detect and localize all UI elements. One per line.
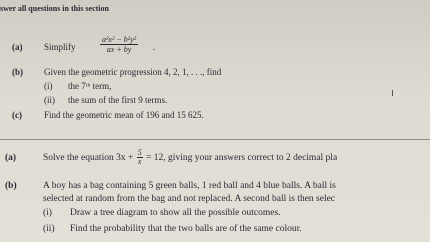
q1b-i-text: the 7ᵗʰ term, [68,81,112,91]
q2b-i-text: Draw a tree diagram to show all the possible outcomes. [70,208,281,218]
q2a-fraction [137,149,143,166]
q1a-fraction [100,35,138,54]
q2b-label: (b) [5,181,17,191]
q1a-label: (a) [12,42,23,52]
q1a-text: Simplify [44,42,76,52]
q2a-text-before: Solve the equation 3x + [43,153,134,163]
pen-mark [392,90,393,96]
q1b-ii-text: the sum of the first 9 terms. [68,95,168,105]
q1a-denominator: ax + by [106,45,132,54]
q2b-i-label: (i) [43,208,52,218]
q1c-text: Find the geometric mean of 196 and 15 625. [44,110,204,120]
q2a-text-after: = 12, giving your answers correct to 2 decimal pla [146,153,338,163]
q1b-ii-label: (ii) [44,95,55,105]
q1a-period: . [153,42,156,52]
q2b-line1: A boy has a bag containing 5 green balls, 1 red ball and 4 blue balls. A ball is [43,181,336,191]
q1c-label: (c) [12,110,22,120]
q2a-line [43,149,337,167]
q2a-frac-den: x [137,157,142,167]
q2b-ii-label: (ii) [43,224,55,234]
q1b-i-label: (i) [44,81,53,91]
section-divider [0,139,430,140]
section-instruction: swer all questions in this section [0,4,109,13]
q2b-ii-text: Find the probability that the two balls are of the same colour. [70,224,302,234]
q2b-line2: selected at random from the bag and not replaced. A second ball is then selec [43,194,336,204]
q2a-frac-num: 5 [137,148,142,158]
q1a-numerator: a²x² − b²y² [102,35,137,44]
q2a-label: (a) [5,153,17,163]
q1b-text: Given the geometric progression 4, 2, 1, . . ., find [44,67,222,77]
q1b-label: (b) [12,67,23,77]
